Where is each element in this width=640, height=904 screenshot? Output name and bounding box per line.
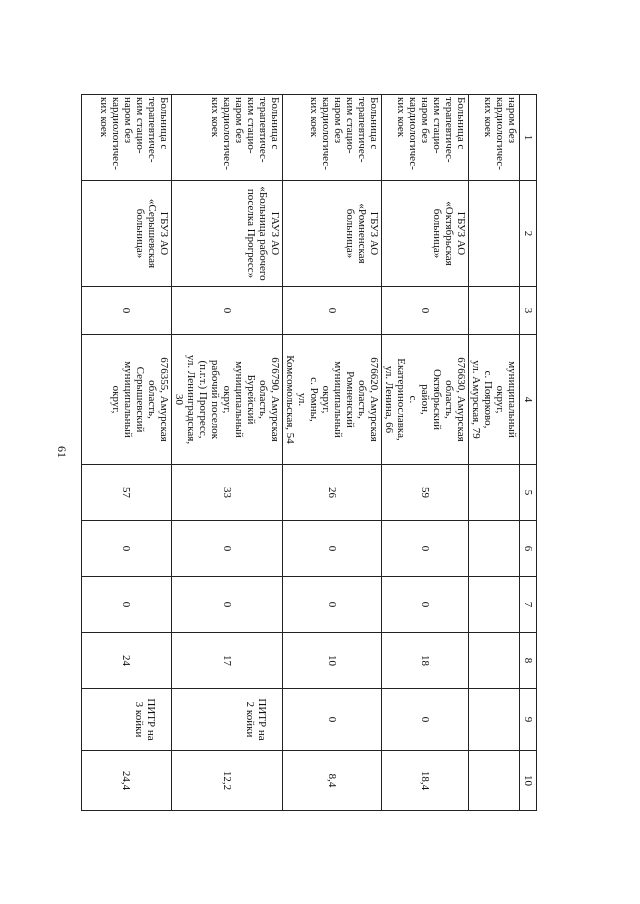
table-row <box>82 95 172 811</box>
hospital-table <box>81 94 537 811</box>
value-cell: 0 <box>172 287 283 335</box>
header-cell: 2 <box>520 181 537 287</box>
value-cell <box>469 521 520 577</box>
page-number: 61 <box>55 446 69 458</box>
value-cell: 59 <box>382 465 469 521</box>
value-cell: ПИТР на 2 койки <box>172 689 283 751</box>
facility-name-cell: ГАУЗ АО «Больница рабочего поселка Прогресс» <box>172 181 283 287</box>
value-cell: 18,4 <box>382 751 469 811</box>
facility-type-cell: Больница с терапевтичес- ким стацио- наром без кардиологичес- ких коек <box>382 95 469 181</box>
value-cell: 26 <box>283 465 382 521</box>
table-row <box>172 95 283 811</box>
header-cell: 10 <box>520 751 537 811</box>
value-cell: 17 <box>172 633 283 689</box>
header-cell: 4 <box>520 335 537 465</box>
value-cell <box>469 287 520 335</box>
value-cell: 24,4 <box>82 751 172 811</box>
rotated-table-container <box>98 94 537 810</box>
facility-name-cell: ГБУЗ АО «Ромненская больница» <box>283 181 382 287</box>
header-row <box>520 95 537 811</box>
value-cell: ПИТР на 3 койки <box>82 689 172 751</box>
value-cell: 24 <box>82 633 172 689</box>
value-cell: 0 <box>82 521 172 577</box>
address-cell: муниципальный округ, с. Поярково, ул. Амурская, 79 <box>469 335 520 465</box>
value-cell: 33 <box>172 465 283 521</box>
table-row <box>283 95 382 811</box>
value-cell: 0 <box>382 577 469 633</box>
value-cell: 0 <box>382 287 469 335</box>
address-cell: 676355, Амурская область, Серышевский муниципальный округ, <box>82 335 172 465</box>
value-cell: 57 <box>82 465 172 521</box>
facility-name-cell: ГБУЗ АО «Октябрьская больница» <box>382 181 469 287</box>
table-row <box>382 95 469 811</box>
table-row <box>469 95 520 811</box>
value-cell: 0 <box>82 577 172 633</box>
facility-type-cell: Больница с терапевтичес- ким стацио- наром без кардиологичес- ких коек <box>172 95 283 181</box>
facility-type-cell: Больница с терапевтичес- ким стацио- наром без кардиологичес- ких коек <box>283 95 382 181</box>
value-cell: 0 <box>283 577 382 633</box>
value-cell <box>469 465 520 521</box>
value-cell: 0 <box>283 521 382 577</box>
address-cell: 676630, Амурская область, Октябрьский район, с. Екатеринославка, ул. Ленина, 66 <box>382 335 469 465</box>
header-cell: 7 <box>520 577 537 633</box>
header-cell: 8 <box>520 633 537 689</box>
address-cell: 676790, Амурская область, Бурейский муниципальный округ, рабочий поселок (п.г.т.) Прогресс, ул. Ленинградская, 30 <box>172 335 283 465</box>
header-cell: 6 <box>520 521 537 577</box>
facility-name-cell: ГБУЗ АО «Серышевская больница» <box>82 181 172 287</box>
facility-type-cell: наром без кардиологичес- ких коек <box>469 95 520 181</box>
value-cell: 12,2 <box>172 751 283 811</box>
header-cell: 5 <box>520 465 537 521</box>
header-cell: 3 <box>520 287 537 335</box>
facility-name-cell <box>469 181 520 287</box>
header-cell: 1 <box>520 95 537 181</box>
value-cell: 0 <box>82 287 172 335</box>
value-cell: 18 <box>382 633 469 689</box>
value-cell: 10 <box>283 633 382 689</box>
value-cell <box>469 633 520 689</box>
value-cell: 0 <box>382 689 469 751</box>
value-cell: 8,4 <box>283 751 382 811</box>
value-cell <box>469 577 520 633</box>
value-cell: 0 <box>283 287 382 335</box>
value-cell: 0 <box>172 521 283 577</box>
value-cell: 0 <box>172 577 283 633</box>
value-cell: 0 <box>382 521 469 577</box>
value-cell: 0 <box>283 689 382 751</box>
address-cell: 676620, Амурская область, Ромненский муниципальный округ, с. Ромны, ул. Комсомольская, 54 <box>283 335 382 465</box>
facility-type-cell: Больница с терапевтичес- ким стацио- наром без кардиологичес- ких коек <box>82 95 172 181</box>
header-cell: 9 <box>520 689 537 751</box>
value-cell <box>469 689 520 751</box>
value-cell <box>469 751 520 811</box>
